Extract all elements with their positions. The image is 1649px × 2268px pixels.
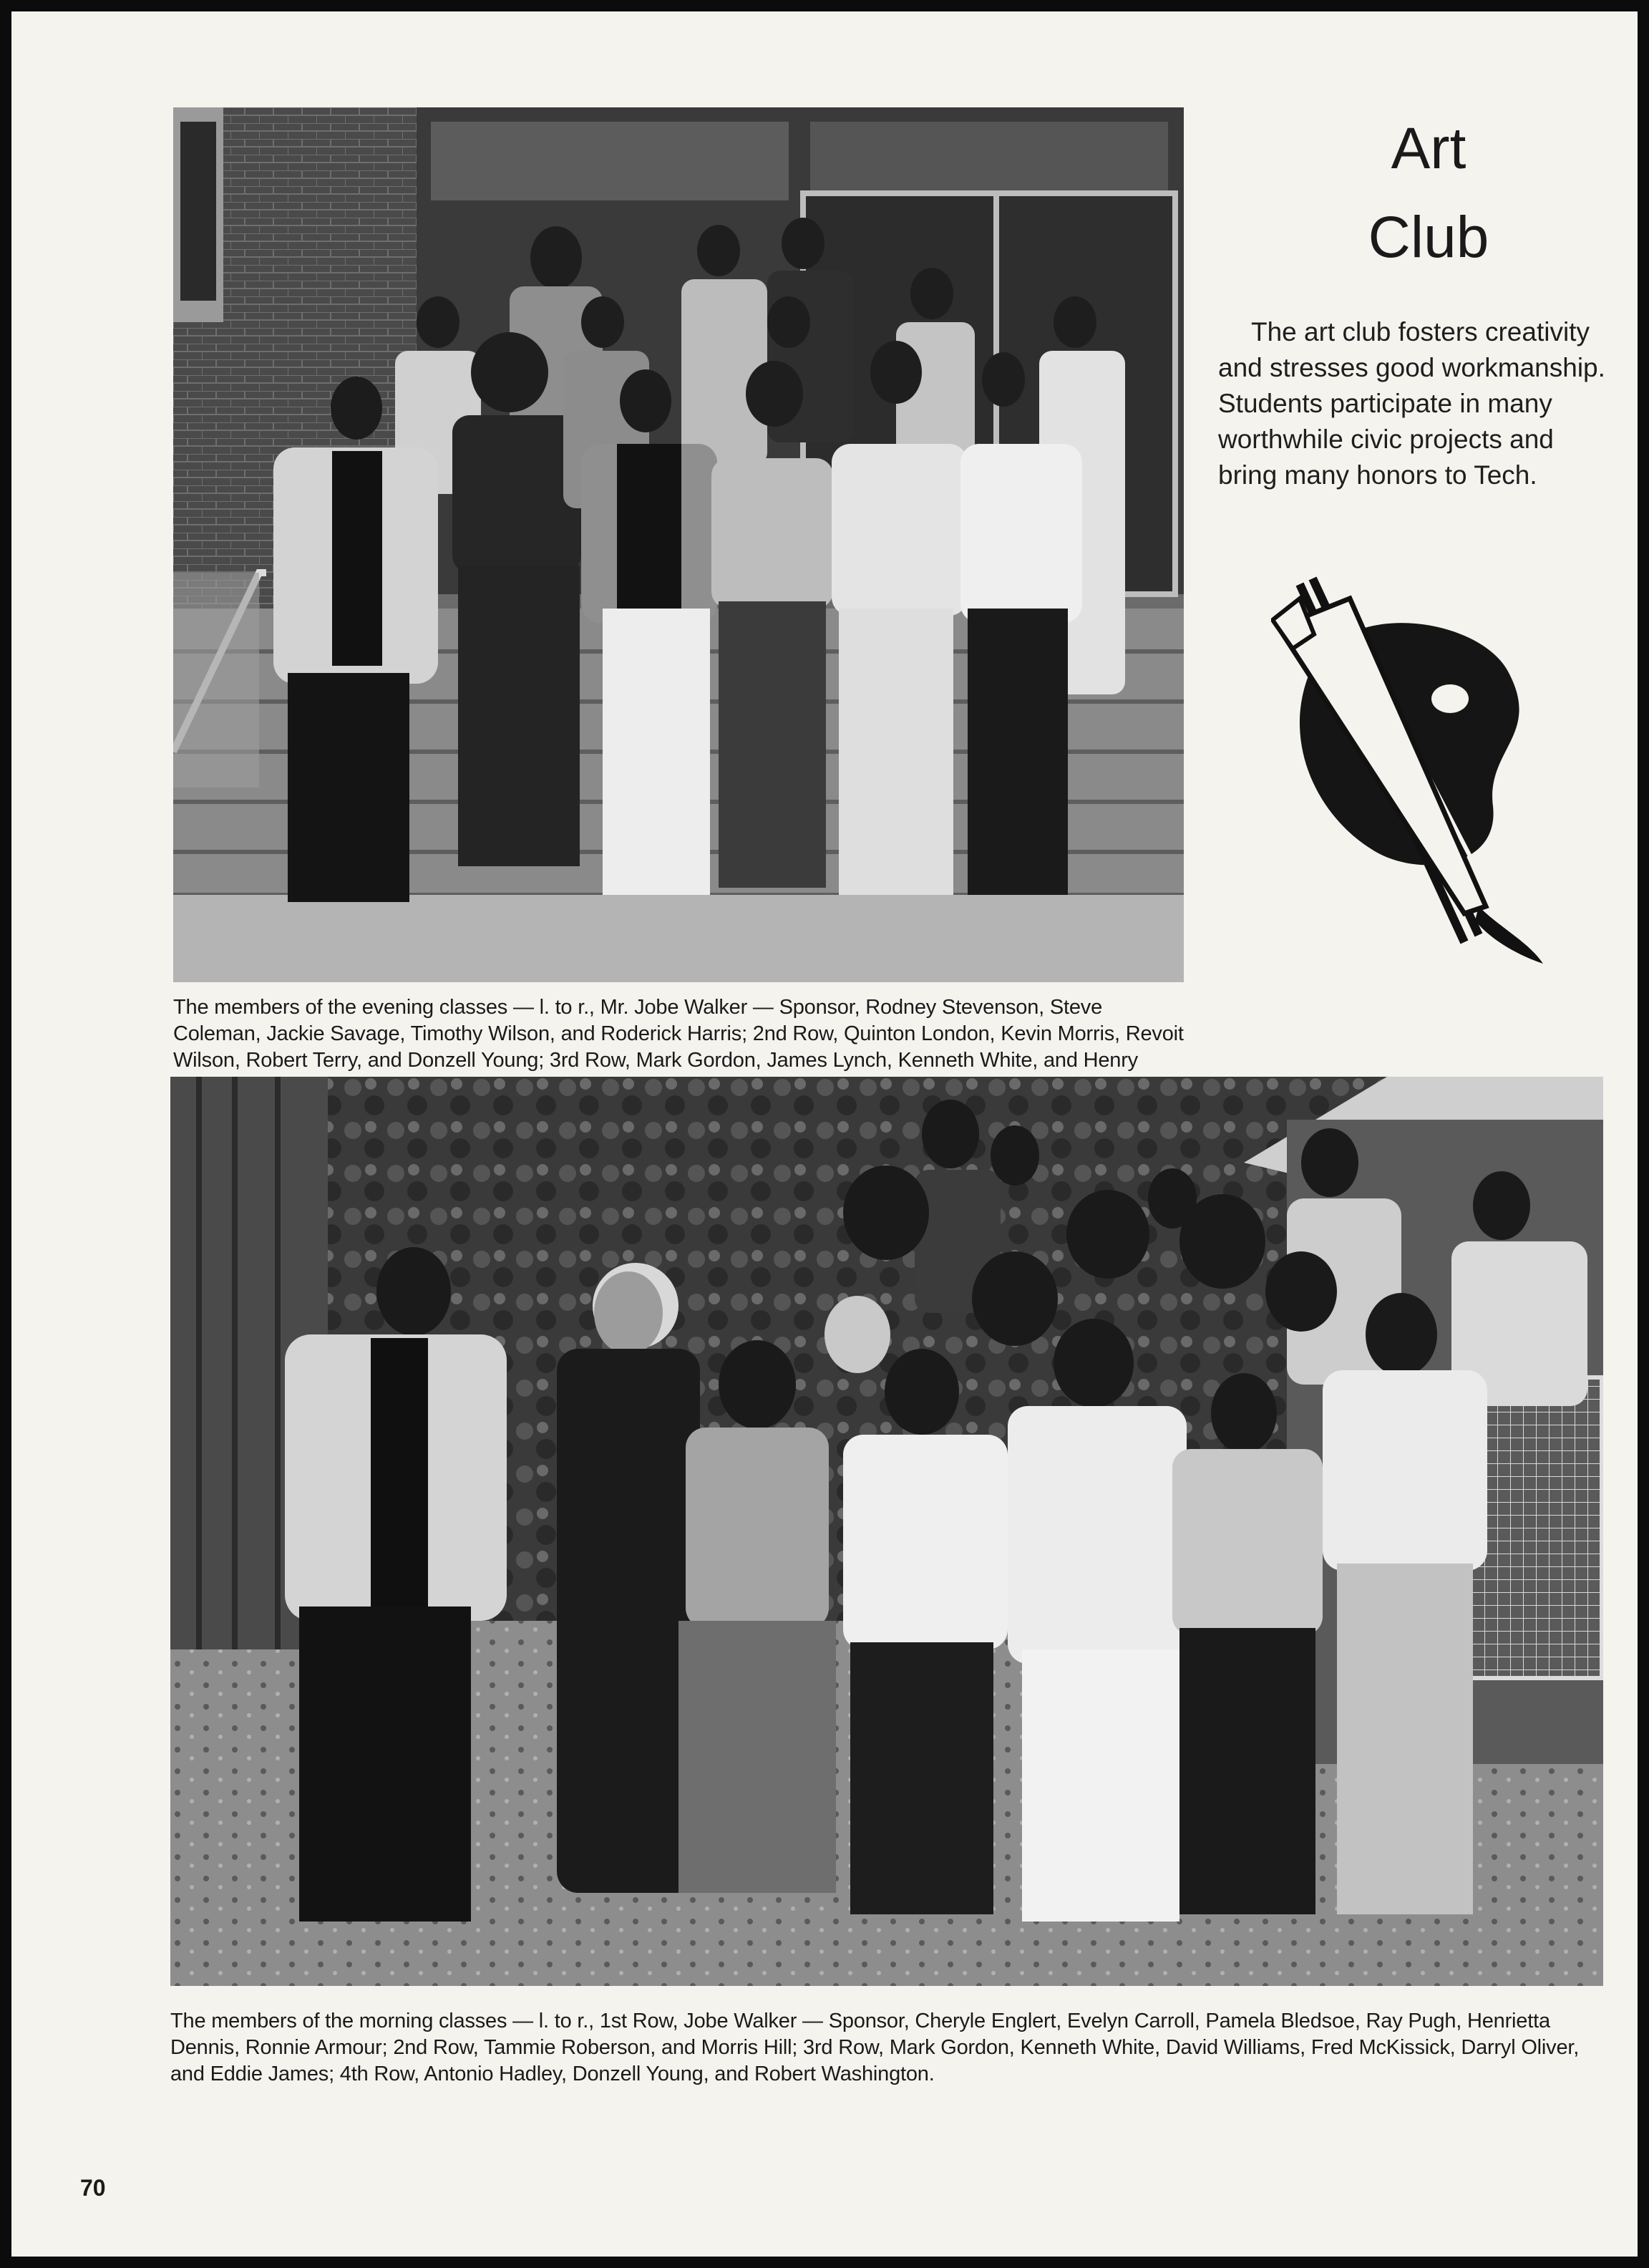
morning-class-photo (170, 1077, 1603, 1986)
page-title (1285, 105, 1572, 282)
evening-class-photo (173, 107, 1184, 982)
palette-and-brushes-icon (1271, 570, 1557, 971)
evening-class-caption: The members of the evening classes — l. to r., Mr. Jobe Walker — Sponsor, Rodney Stevenson, Steve Coleman, Jackie Savage, Timothy Wilson, and Roderick Harris; 2nd Row, Quinton London, Kevin Morris, Revoit Wilson, Robert Terry, and Donzell Young; 3rd Row, Mark Gordon, James Lynch, Kenneth White, and Henry (173, 996, 1184, 1072)
club-description: The art club fosters creativity and stresses good workmanship. Students participate in many worthwhile civic projects and bring many honors to Tech. (1218, 317, 1605, 490)
page-number: 70 (80, 2175, 106, 2201)
title-line-2: Club (1368, 205, 1489, 270)
yearbook-page (11, 11, 1638, 2257)
title-line-1: Art (1391, 116, 1466, 181)
morning-class-caption: The members of the morning classes — l. to r., 1st Row, Jobe Walker — Sponsor, Cheryle Englert, Evelyn Carroll, Pamela Bledsoe, Ray Pugh, Henrietta Dennis, Ronnie Armour; 2nd Row, Tammie Roberson, and Morris Hill; 3rd Row, Mark Gordon, Kenneth White, David Williams, Fred McKissick, Darryl Oliver, and Eddie James; 4th Row, Antonio Hadley, Donzell Young, and Robert Washington. (170, 2010, 1580, 2085)
